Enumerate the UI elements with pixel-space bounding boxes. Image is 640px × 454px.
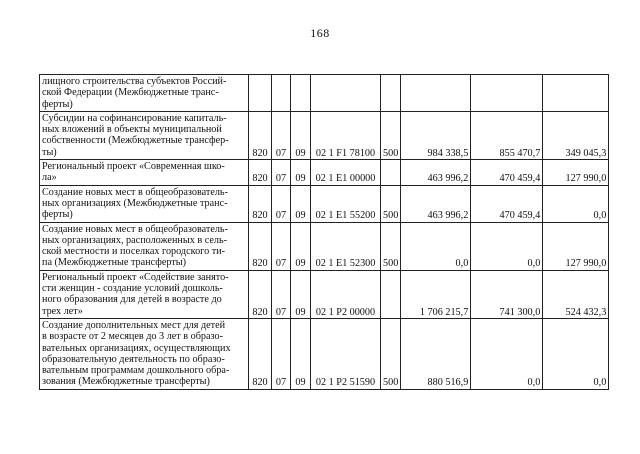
row-name-line: в возрасте от 2 месяцев до 3 лет в образо- [42,331,224,343]
amount-year1-cell: 1 706 215,7 [401,270,471,318]
section-code-cell: 07 [272,160,291,186]
ministry-code-cell: 820 [249,111,272,159]
amount-year2-cell [471,75,543,112]
row-name-line: Создание новых мест в общеобразователь- [42,186,228,198]
section-code-cell: 07 [272,185,291,222]
subsection-code-cell: 09 [291,185,311,222]
row-name-line: ферты) [42,209,73,221]
amount-year3-cell [543,75,609,112]
row-name-line: зования (Межбюджетные трансферты) [42,376,210,388]
page-number: 168 [310,26,330,40]
row-name-line: ных вложений в объекты муниципальной [42,124,222,136]
row-name-line: собственности (Межбюджетные трансфер- [42,135,229,147]
ministry-code-cell: 820 [249,185,272,222]
ministry-code-cell: 820 [249,222,272,270]
amount-year1-cell: 880 516,9 [401,318,471,389]
row-name-line: ты) [42,146,57,158]
amount-year2-cell: 0,0 [471,222,543,270]
row-name-cell [40,111,249,159]
row-name-cell [40,75,249,112]
amount-year2-cell: 0,0 [471,318,543,389]
table-row [40,111,609,159]
row-name-line: Субсидии на софинансирование капиталь- [42,112,227,124]
amount-year2-cell: 855 470,7 [471,111,543,159]
row-name-line: вательным программам дошкольного обра- [42,365,230,377]
row-name-line: ла» [42,172,57,184]
expense-type-cell [381,75,401,112]
row-name-line: па (Межбюджетные трансферты) [42,257,187,269]
amount-year3-cell: 349 045,3 [543,111,609,159]
amount-year2-cell: 741 300,0 [471,270,543,318]
amount-year2-cell: 470 459,4 [471,185,543,222]
row-name-line: сти женщин - создание условий дошколь- [42,283,223,295]
row-name-line: Региональный проект «Содействие занято- [42,271,229,283]
amount-year3-cell: 127 990,0 [543,222,609,270]
target-article-cell: 02 1 P2 51590 [311,318,381,389]
row-name-cell [40,185,249,222]
ministry-code-cell [249,75,272,112]
row-name-line: Создание дополнительных мест для детей [42,319,226,331]
section-code-cell: 07 [272,111,291,159]
table-row [40,318,609,389]
amount-year1-cell: 463 996,2 [401,160,471,186]
budget-table [39,74,609,390]
section-code-cell: 07 [272,270,291,318]
amount-year1-cell: 0,0 [401,222,471,270]
subsection-code-cell [291,75,311,112]
target-article-cell: 02 1 E1 55200 [311,185,381,222]
section-code-cell [272,75,291,112]
row-name-cell [40,318,249,389]
amount-year2-cell: 470 459,4 [471,160,543,186]
table-body [40,75,609,390]
subsection-code-cell: 09 [291,111,311,159]
amount-year1-cell [401,75,471,112]
target-article-cell: 02 1 F1 78100 [311,111,381,159]
amount-year1-cell: 463 996,2 [401,185,471,222]
row-name-line: ных организациях, расположенных в сель- [42,234,227,246]
row-name-cell [40,270,249,318]
expense-type-cell: 500 [381,111,401,159]
row-name-line: Создание новых мест в общеобразователь- [42,223,228,235]
amount-year1-cell: 984 338,5 [401,111,471,159]
row-name-line: трех лет» [42,305,83,317]
row-name-cell [40,222,249,270]
row-name-line: ферты) [42,98,73,110]
row-name-line: ской Федерации (Межбюджетные транс- [42,87,219,99]
table-row [40,160,609,186]
expense-type-cell: 500 [381,185,401,222]
expense-type-cell [381,160,401,186]
expense-type-cell: 500 [381,318,401,389]
row-name-line: ской местности и поселках городского ти- [42,246,226,258]
target-article-cell: 02 1 P2 00000 [311,270,381,318]
subsection-code-cell: 09 [291,318,311,389]
row-name-line: ных организациях (Межбюджетные транс- [42,197,228,209]
row-name-line: лищного строительства субъектов Россий- [42,76,227,87]
ministry-code-cell: 820 [249,270,272,318]
amount-year3-cell: 127 990,0 [543,160,609,186]
subsection-code-cell: 09 [291,160,311,186]
section-code-cell: 07 [272,222,291,270]
amount-year3-cell: 524 432,3 [543,270,609,318]
subsection-code-cell: 09 [291,222,311,270]
table-row [40,185,609,222]
amount-year3-cell: 0,0 [543,318,609,389]
row-name-line: образовательную деятельность по образо- [42,353,225,365]
ministry-code-cell: 820 [249,318,272,389]
section-code-cell: 07 [272,318,291,389]
ministry-code-cell: 820 [249,160,272,186]
table-row [40,75,609,112]
row-name-line: вательных организациях, осуществляющих [42,342,231,354]
subsection-code-cell: 09 [291,270,311,318]
target-article-cell [311,75,381,112]
row-name-line: Региональный проект «Современная шко- [42,161,225,173]
row-name-cell [40,160,249,186]
table-row [40,270,609,318]
expense-type-cell [381,270,401,318]
row-name-line: ного образования для детей в возрасте до [42,294,222,306]
amount-year3-cell: 0,0 [543,185,609,222]
target-article-cell: 02 1 E1 52300 [311,222,381,270]
table-row [40,222,609,270]
target-article-cell: 02 1 E1 00000 [311,160,381,186]
expense-type-cell: 500 [381,222,401,270]
